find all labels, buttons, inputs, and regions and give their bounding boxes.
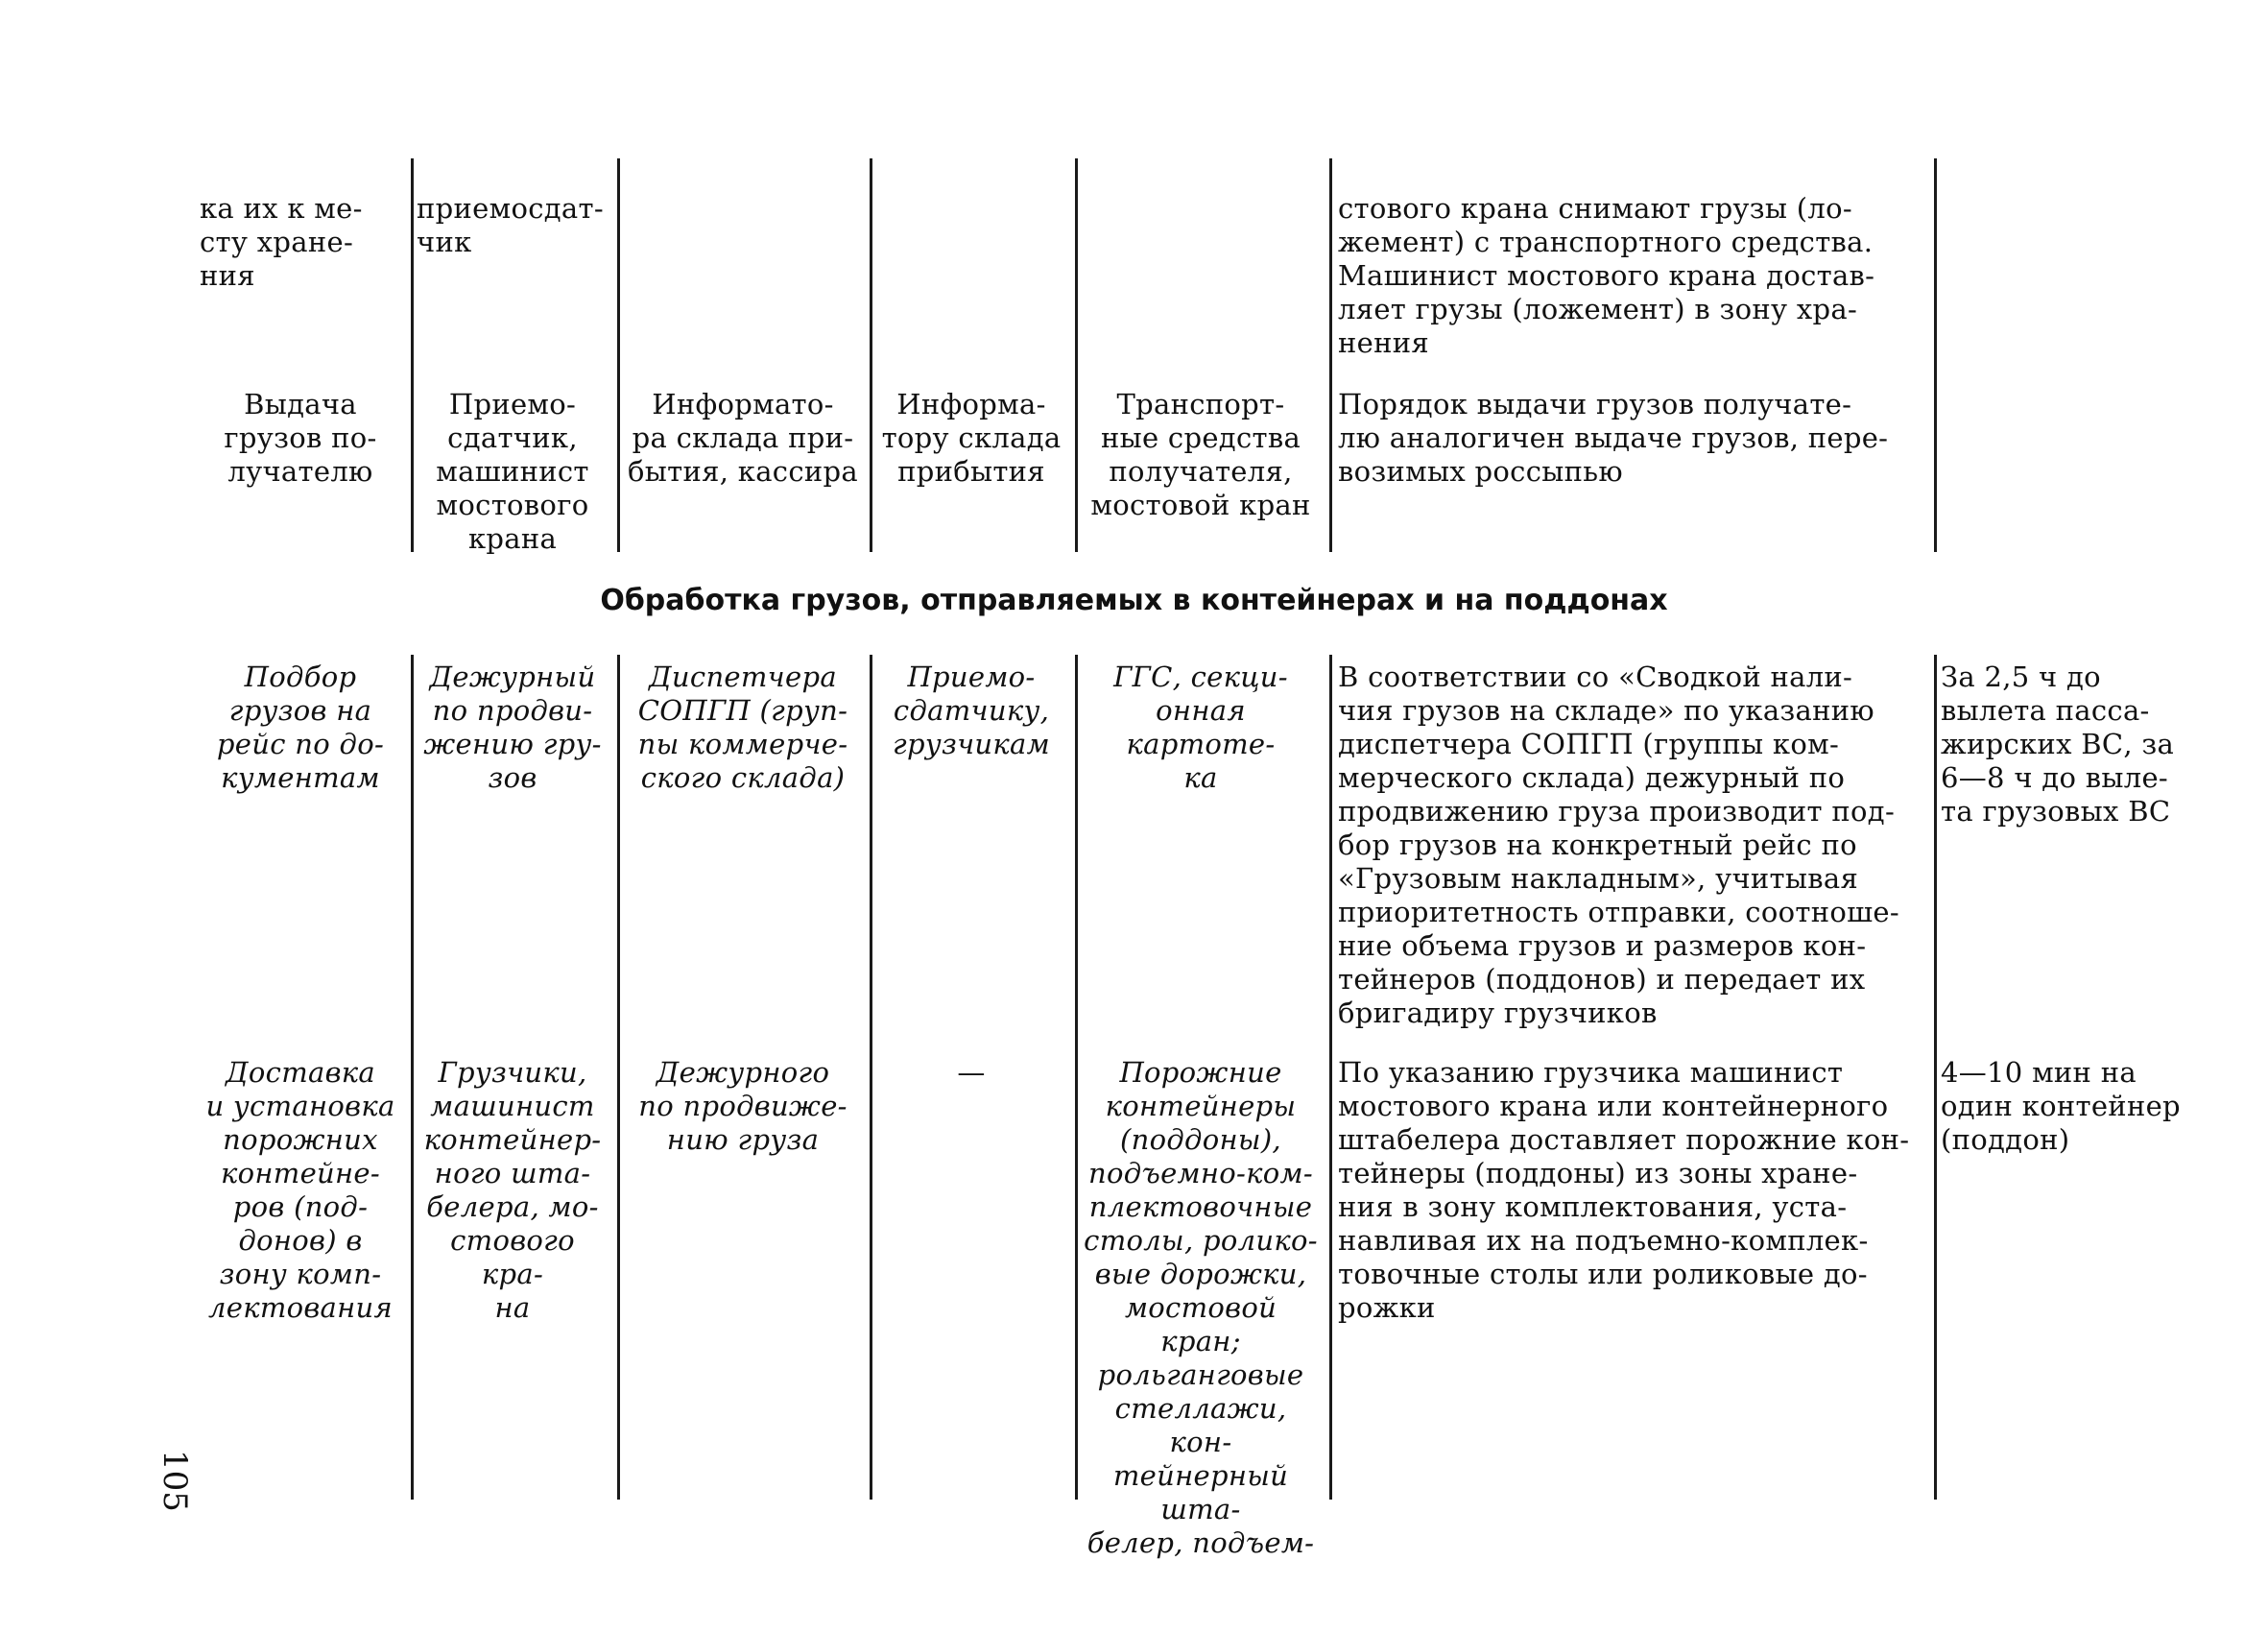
column-rule — [1075, 655, 1078, 1500]
column-rule — [411, 158, 414, 552]
row3-stage: Доставка и установка порожних контейне- ров (под- донов) в зону комп- лектования — [205, 1056, 395, 1324]
row2-informs: Приемо- сдатчику, грузчикам — [893, 660, 1050, 760]
row1-resources: Транспорт- ные средства получателя, мостовой кран — [1090, 388, 1311, 521]
column-rule — [1934, 655, 1937, 1500]
row3-resources: Порожние контейнеры (поддоны), подъемно-ком- плектовочные столы, ролико- вые дорожки, мостовой кран; рольганговые стеллажи, кон- тейнерный шта- белер, подъем- — [1084, 1056, 1318, 1559]
section-title: Обработка грузов, отправляемых в контейнерах и на поддонах — [600, 584, 1668, 617]
row1-description: Порядок выдачи грузов получате- лю аналогичен выдаче грузов, пере- возимых россыпью — [1338, 388, 1889, 488]
column-rule — [617, 655, 620, 1500]
column-rule — [617, 158, 620, 552]
row3-informs: — — [957, 1056, 986, 1089]
row2-description: В соответствии со «Сводкой нали- чия грузов на складе» по указанию диспетчера СОПГП (группы ком- мерческого склада) дежурный по продвижению груза производит под- бор грузов на конкретный рейс по «Грузовым накладным», учитывая приоритетность отправки, соотноше- ние объема грузов и размеров кон- тейнеров (поддонов) и передает их бригадиру грузчиков — [1338, 660, 1899, 1029]
row0-stage: ка их к ме- сту хране- ния — [200, 192, 363, 292]
column-rule — [411, 655, 414, 1500]
column-rule — [1329, 655, 1332, 1500]
row1-informs: Информа- тору склада прибытия — [881, 388, 1062, 488]
row3-duration: 4—10 мин на один контейнер (поддон) — [1941, 1056, 2181, 1156]
column-rule — [870, 158, 872, 552]
row0-performer: приемосдат- чик — [417, 192, 604, 258]
row3-performer: Грузчики, машинист контейнер- ного шта- белера, мо- стового кра- на — [423, 1056, 602, 1324]
row2-resources: ГГС, секци- онная картоте- ка — [1113, 660, 1288, 794]
column-rule — [1329, 158, 1332, 552]
row2-stage: Подбор грузов на рейс по до- кументам — [216, 660, 385, 794]
row1-reports-to: Информато- ра склада при- бытия, кассира — [628, 388, 858, 488]
page-number: 105 — [155, 1450, 194, 1512]
column-rule — [870, 655, 872, 1500]
column-rule — [1075, 158, 1078, 552]
row1-performer: Приемо- сдатчик, машинист мостового крана — [436, 388, 589, 555]
row2-reports-to: Диспетчера СОПГП (груп- пы коммерче- ского склада) — [637, 660, 848, 794]
column-rule — [1934, 158, 1937, 552]
row0-description: стового крана снимают грузы (ло- жемент) с транспортного средства. Машинист мостового крана достав- ляет грузы (ложемент) в зону хра- нения — [1338, 192, 1875, 359]
row2-performer: Дежурный по продви- жению гру- зов — [423, 660, 602, 794]
row2-duration: За 2,5 ч до вылета пасса- жирских ВС, за 6—8 ч до выле- та грузовых ВС — [1941, 660, 2175, 828]
row1-stage: Выдача грузов по- лучателю — [224, 388, 377, 488]
row3-reports-to: Дежурного по продвиже- нию груза — [638, 1056, 848, 1156]
row3-description: По указанию грузчика машинист мостового крана или контейнерного штабелера доставляет порожние кон- тейнеры (поддоны) из зоны хране- ния в зону комплектования, уста- навливая их на подъемно-комплек- товочные столы или роликовые до- рожки — [1338, 1056, 1910, 1324]
